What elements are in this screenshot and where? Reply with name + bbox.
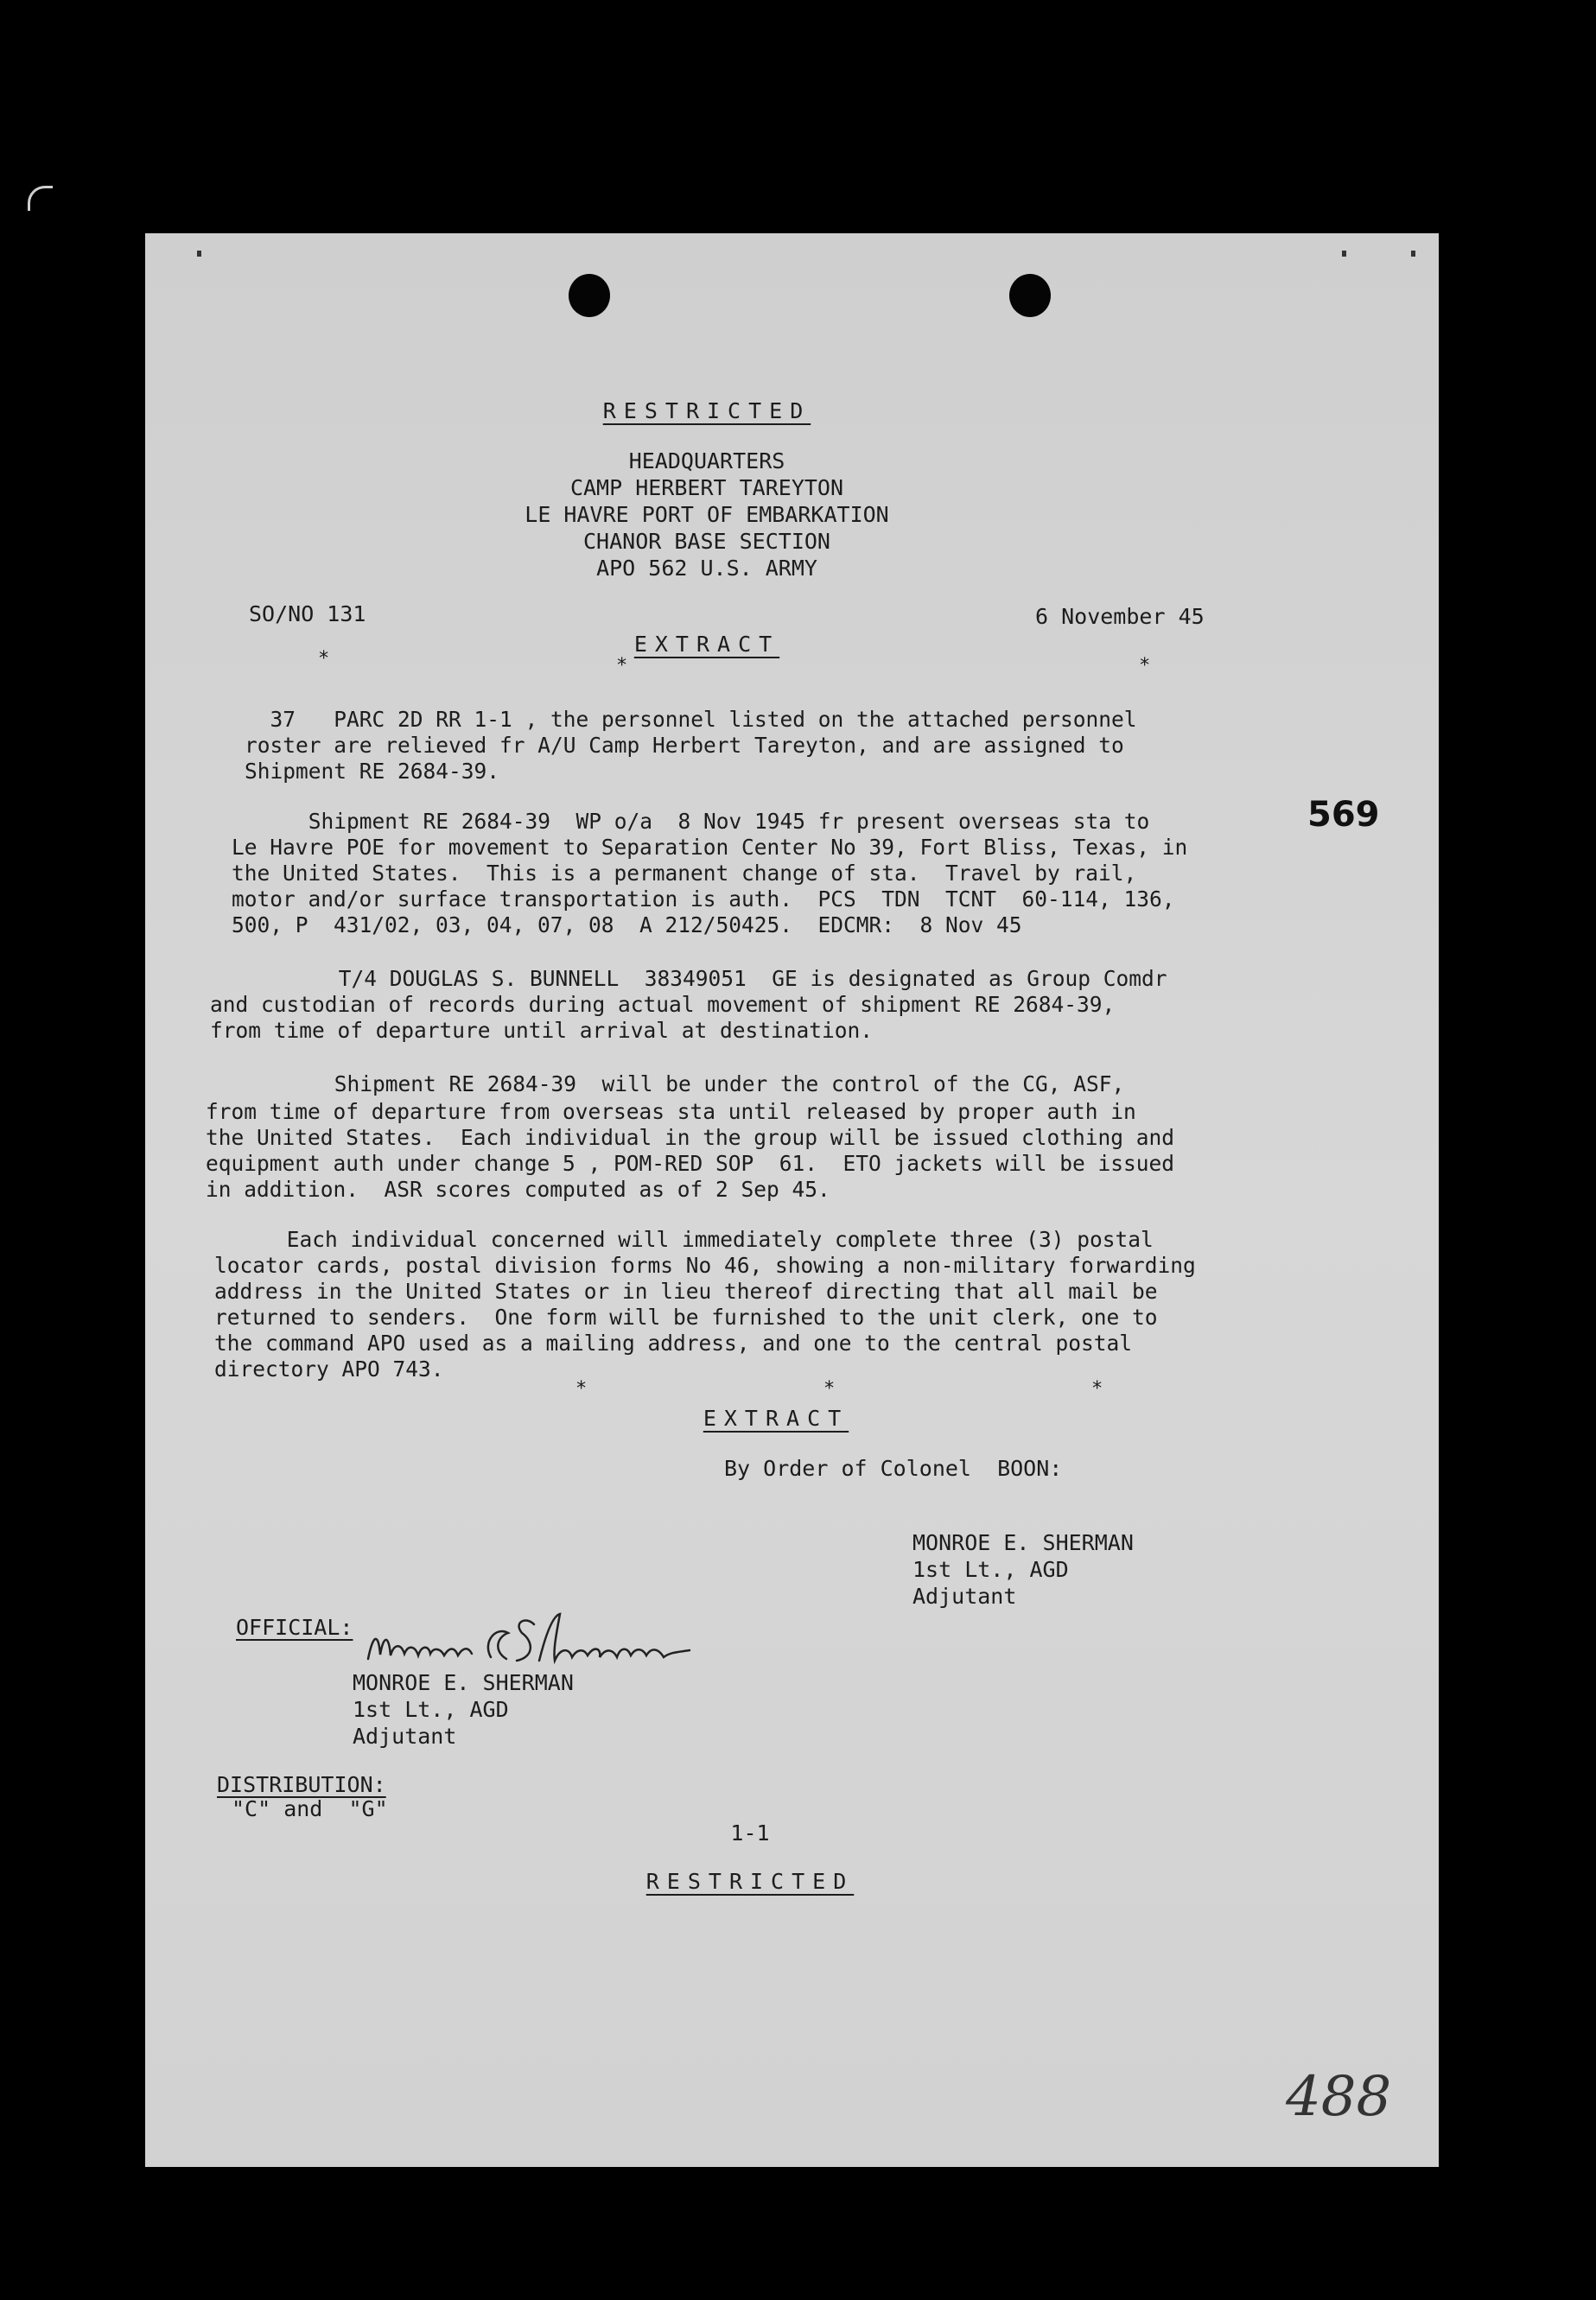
edge-mark	[197, 251, 201, 257]
header-line: APO 562 U.S. ARMY	[596, 556, 817, 581]
distribution-label: DISTRIBUTION:	[217, 1772, 386, 1797]
stamped-page-number: 569	[1307, 795, 1380, 835]
text-line: motor and/or surface transportation is auth. PCS TDN TCNT 60-114, 136,	[232, 886, 1175, 912]
official-title: Adjutant	[353, 1724, 457, 1749]
order-number: SO/NO 131	[249, 601, 366, 626]
text-line: roster are relieved fr A/U Camp Herbert Tareyton, and are assigned to	[245, 733, 1124, 758]
punch-hole	[1009, 274, 1051, 317]
text-line: the United States. This is a permanent change of sta. Travel by rail,	[232, 861, 1137, 886]
header-line: CHANOR BASE SECTION	[583, 529, 830, 554]
text-line: 500, P 431/02, 03, 04, 07, 08 A 212/50425. EDCMR: 8 Nov 45	[232, 912, 1022, 937]
text-line: from time of departure from overseas sta until released by proper auth in	[206, 1099, 1136, 1124]
header-line: LE HAVRE PORT OF EMBARKATION	[525, 502, 889, 527]
text-line: address in the United States or in lieu thereof directing that all mail be	[214, 1279, 1158, 1304]
asterisk: *	[1139, 655, 1151, 677]
extract-heading-bottom: EXTRACT	[703, 1406, 849, 1431]
signer-name: MONROE E. SHERMAN	[912, 1530, 1134, 1555]
text-line: equipment auth under change 5 , POM-RED SOP 61. ETO jackets will be issued	[206, 1151, 1175, 1176]
text-line: returned to senders. One form will be furnished to the unit clerk, one to	[214, 1305, 1158, 1330]
text-line: from time of departure until arrival at destination.	[210, 1018, 874, 1043]
edge-mark	[1342, 251, 1346, 257]
handwritten-page-number: 488	[1286, 2065, 1392, 2129]
official-rank: 1st Lt., AGD	[353, 1697, 509, 1722]
official-name: MONROE E. SHERMAN	[353, 1670, 574, 1695]
by-order-line: By Order of Colonel BOON:	[724, 1456, 1063, 1481]
film-corner-mark	[28, 186, 53, 211]
asterisk: *	[823, 1378, 836, 1400]
header-line: CAMP HERBERT TAREYTON	[569, 475, 844, 500]
asterisk: *	[1091, 1378, 1103, 1400]
text-line: Shipment RE 2684-39 will be under the control of the CG, ASF,	[270, 1071, 1125, 1096]
asterisk: *	[616, 655, 628, 677]
order-date: 6 November 45	[1035, 604, 1205, 629]
extract-heading-top: EXTRACT	[633, 632, 780, 657]
text-line: T/4 DOUGLAS S. BUNNELL 38349051 GE is designated as Group Comdr	[275, 966, 1167, 991]
document-page	[145, 233, 1439, 2167]
text-line: Each individual concerned will immediately complete three (3) postal	[223, 1227, 1154, 1252]
classification-top: RESTRICTED	[602, 398, 811, 423]
text-line: Shipment RE 2684-39.	[245, 759, 500, 784]
page-reference: 1-1	[730, 1820, 770, 1846]
text-line: the United States. Each individual in the group will be issued clothing and	[206, 1125, 1175, 1150]
asterisk: *	[318, 648, 330, 670]
text-line: and custodian of records during actual movement of shipment RE 2684-39,	[210, 992, 1116, 1017]
distribution-value: "C" and "G"	[232, 1796, 388, 1821]
header-line: HEADQUARTERS	[628, 448, 785, 473]
text-line: the command APO used as a mailing address, and one to the central postal	[214, 1331, 1133, 1356]
text-line: Shipment RE 2684-39 WP o/a 8 Nov 1945 fr present overseas sta to	[245, 809, 1150, 834]
classification-bottom: RESTRICTED	[645, 1869, 855, 1894]
official-label: OFFICIAL:	[236, 1615, 353, 1640]
handwritten-signature	[361, 1607, 733, 1676]
text-line: 37 PARC 2D RR 1-1 , the personnel listed on the attached personnel	[245, 707, 1137, 732]
text-line: directory APO 743.	[214, 1356, 444, 1382]
signer-rank: 1st Lt., AGD	[912, 1557, 1069, 1582]
text-line: locator cards, postal division forms No 46, showing a non-military forwarding	[214, 1253, 1196, 1278]
asterisk: *	[575, 1378, 588, 1400]
signer-title: Adjutant	[912, 1584, 1017, 1609]
punch-hole	[569, 274, 610, 317]
text-line: Le Havre POE for movement to Separation Center No 39, Fort Bliss, Texas, in	[232, 835, 1188, 860]
text-line: in addition. ASR scores computed as of 2 Sep 45.	[206, 1177, 830, 1202]
edge-mark	[1411, 251, 1415, 257]
